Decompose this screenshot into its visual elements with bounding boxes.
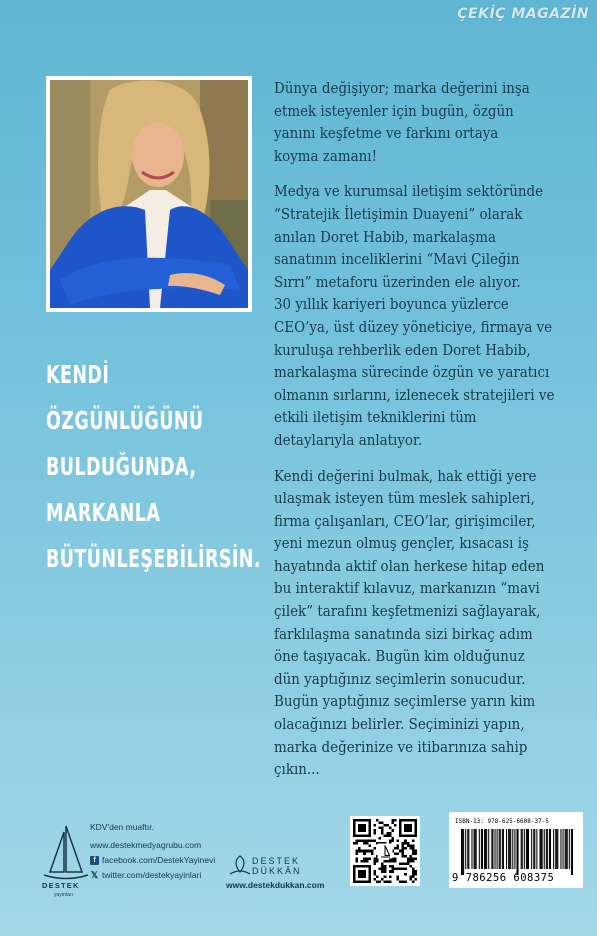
blurb-line: detaylarıyla anlatıyor. bbox=[274, 431, 423, 449]
blurb-line: çıkın... bbox=[274, 761, 320, 779]
blurb-line: markalaşma sürecinde özgün ve yaratıcı bbox=[274, 364, 550, 382]
blurb-line: Sırrı” metaforu üzerinden ele alıyor. bbox=[274, 273, 521, 291]
blurb-line: CEO’ya, üst düzey yöneticiye, firmaya ve bbox=[274, 318, 553, 336]
barcode-bars bbox=[461, 829, 573, 875]
blurb-line: olacağınızı belirler. Seçiminizi yapın, bbox=[274, 716, 525, 734]
store-brand-top: DESTEK bbox=[252, 856, 301, 866]
blurb-line: “Stratejik İletişimin Duayeni” olarak bbox=[274, 205, 523, 223]
blurb-line: çilek” tarafını keşfetmenizi sağlayarak, bbox=[274, 603, 541, 621]
blurb-line: yanını keşfetme ve farkını ortaya bbox=[274, 125, 499, 143]
blurb-line: marka değerinize ve itibarınıza sahip bbox=[274, 738, 528, 756]
blurb-line: anılan Doret Habib, markalaşma bbox=[274, 228, 496, 246]
blurb-line: Dünya değişiyor; marka değerini inşa bbox=[274, 80, 530, 97]
isbn-barcode bbox=[449, 812, 583, 888]
magazine-watermark: ÇEKİÇ MAGAZİN bbox=[457, 6, 589, 22]
facebook-icon: f bbox=[90, 856, 99, 865]
blurb-line: etmek isteyenler için bugün, özgün bbox=[274, 102, 514, 120]
tax-note: KDV'den muaftır. bbox=[90, 822, 154, 832]
tagline-line: ÖZGÜNLÜĞÜNÜ bbox=[46, 406, 204, 435]
tagline-line: MARKANLA bbox=[46, 498, 161, 527]
blurb-line: sanatının inceliklerini “Mavi Çileğin bbox=[274, 251, 520, 269]
blurb-paragraph bbox=[274, 181, 574, 452]
blurb-line: yeni mezun olmuş gençler, kısacası iş bbox=[274, 535, 529, 553]
blurb-line: öne taşıyacak. Bugün kim olduğunuz bbox=[274, 648, 525, 666]
blurb-line: 30 yıllık kariyeri boyunca yüzlerce bbox=[274, 296, 509, 314]
blurb-line: olmanın sırlarını, izlenecek stratejileri ve bbox=[274, 386, 555, 404]
facebook-link[interactable]: facebook.com/DestekYayinevi bbox=[102, 855, 216, 865]
isbn-label: ISBN-13: 978-625-6608-37-5 bbox=[455, 818, 549, 825]
tagline-line: BÜTÜNLEŞEBİLİRSİN. bbox=[46, 544, 261, 573]
blurb-line: dün yaptığınız seçimlerin sonucudur. bbox=[274, 670, 526, 688]
x-twitter-icon: 𝕏 bbox=[90, 870, 99, 880]
blurb-line: ulaşmak isteyen tüm meslek sahipleri, bbox=[274, 490, 535, 508]
destek-dukkan-logo bbox=[226, 852, 326, 892]
publisher-website-link[interactable]: www.destekmedyagrubu.com bbox=[90, 840, 202, 850]
tagline bbox=[46, 352, 266, 582]
destek-logo-text: DESTEK bbox=[42, 881, 80, 890]
blurb-line: kuruluşa rehberlik eden Doret Habib, bbox=[274, 341, 531, 359]
qr-code[interactable] bbox=[350, 816, 420, 886]
tagline-line: BULDUĞUNDA, bbox=[46, 452, 197, 481]
blurb-paragraph bbox=[274, 466, 574, 782]
tagline-line: KENDİ bbox=[46, 360, 110, 389]
blurb-line: hayatında aktif olan herkese hitap eden bbox=[274, 557, 545, 575]
qr-code-pattern bbox=[353, 819, 417, 883]
publisher-info bbox=[32, 820, 232, 900]
book-leaf-icon bbox=[228, 854, 252, 876]
back-cover-blurb bbox=[274, 78, 574, 795]
store-brand-bottom: DÜKKÂN bbox=[252, 866, 302, 876]
destek-sailboat-logo bbox=[38, 822, 92, 898]
blurb-line: Kendi değerini bulmak, hak ettiği yere bbox=[274, 467, 537, 485]
blurb-paragraph bbox=[274, 78, 574, 168]
blurb-line: bu interaktif kılavuz, markanızın “mavi bbox=[274, 580, 540, 598]
author-photo bbox=[46, 76, 252, 312]
blurb-line: Bugün yaptığınız seçimlerse yarın kim bbox=[274, 693, 536, 711]
barcode-number: 9 786256 608375 bbox=[452, 872, 555, 884]
store-website-link[interactable]: www.destekdukkan.com bbox=[226, 880, 325, 890]
blurb-line: koyma zamanı! bbox=[274, 147, 377, 165]
twitter-link[interactable]: twitter.com/destekyayinlari bbox=[102, 870, 202, 880]
blurb-line: Medya ve kurumsal iletişim sektöründe bbox=[274, 183, 544, 201]
blurb-line: etkili iletişim tekniklerini tüm bbox=[274, 409, 477, 427]
destek-logo-subtext: yayınları bbox=[54, 892, 73, 898]
blurb-line: farklılaşma sanatında sizi birkaç adım bbox=[274, 625, 533, 643]
blurb-line: firma çalışanları, CEO’lar, girişimciler, bbox=[274, 512, 536, 530]
author-portrait-illustration bbox=[50, 80, 248, 308]
